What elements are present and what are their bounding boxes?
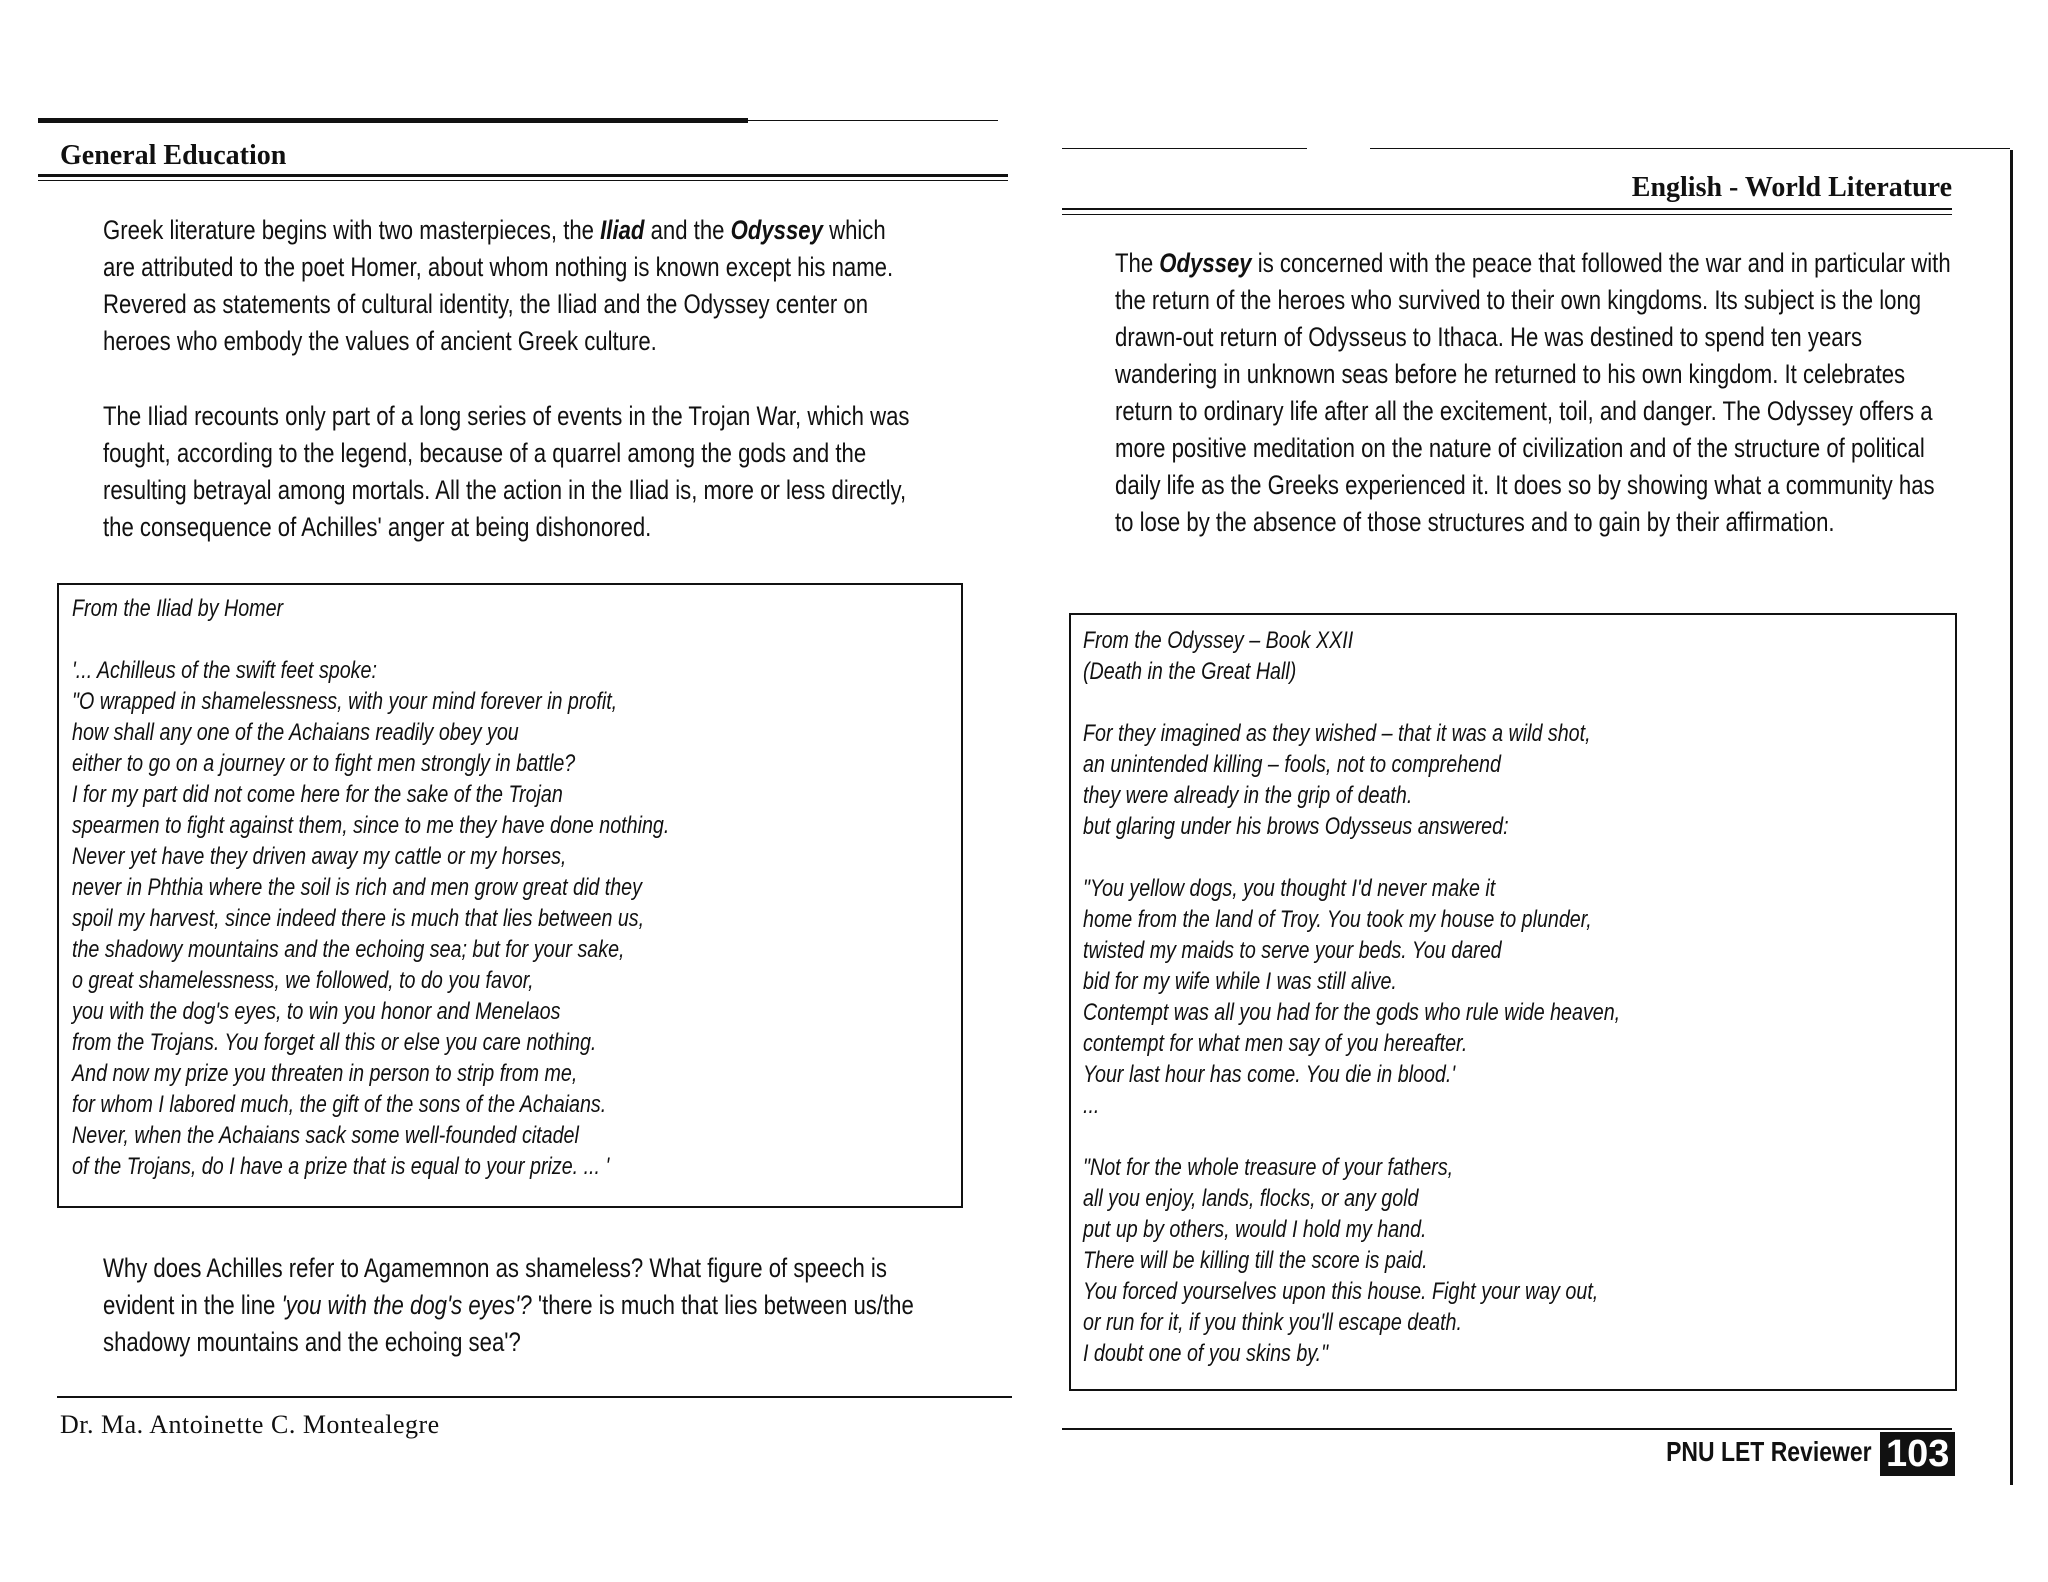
odyssey-excerpt <box>1083 625 1620 1369</box>
header-rule-right-thin <box>1062 214 1952 215</box>
left-page-header: General Education <box>60 140 287 171</box>
excerpt-line: for whom I labored much, the gift of the sons of the Achaians. <box>72 1091 607 1118</box>
excerpt-line: of the Trojans, do I have a prize that is equal to your prize. ... ' <box>72 1153 610 1180</box>
excerpt-line: contempt for what men say of you hereafter. <box>1083 1030 1468 1057</box>
page-number: 103 <box>1880 1432 1955 1476</box>
right-page-header: English - World Literature <box>1631 172 1952 203</box>
iliad-excerpt-title: From the Iliad by Homer <box>72 595 284 622</box>
excerpt-line: From the Odyssey – Book XXII <box>1083 627 1354 654</box>
header-rule-right <box>1062 208 1952 210</box>
excerpt-line: o great shamelessness, we followed, to do you favor, <box>72 967 534 994</box>
excerpt-line: from the Trojans. You forget all this or else you care nothing. <box>72 1029 597 1056</box>
excerpt-line <box>1083 842 1620 873</box>
footer-rule-right <box>1062 1428 1952 1430</box>
excerpt-line: Never yet have they driven away my cattle or my horses, <box>72 843 567 870</box>
excerpt-line: "Not for the whole treasure of your fathers, <box>1083 1154 1454 1181</box>
excerpt-line: all you enjoy, lands, flocks, or any gold <box>1083 1185 1419 1212</box>
excerpt-line: spearmen to fight against them, since to me they have done nothing. <box>72 812 670 839</box>
iliad-excerpt <box>72 593 669 1182</box>
excerpt-line: Never, when the Achaians sack some well-founded citadel <box>72 1122 579 1149</box>
text-run: 'there is much that lies between us/the shadowy mountains and the echoing sea'? <box>103 1290 914 1357</box>
excerpt-line: "O wrapped in shamelessness, with your mind forever in profit, <box>72 688 618 715</box>
text-run: Why does Achilles refer to Agamemnon as shameless? What figure of speech is evident in the line <box>103 1253 887 1320</box>
top-rule-left-tail <box>748 120 998 121</box>
intro-paragraph <box>103 212 923 360</box>
author-footer: Dr. Ma. Antoinette C. Montealegre <box>60 1410 440 1439</box>
excerpt-line: how shall any one of the Achaians readily obey you <box>72 719 519 746</box>
odyssey-excerpt-lines <box>1083 687 1620 1369</box>
iliad-paragraph <box>103 398 923 546</box>
top-rule-right-a <box>1062 148 1307 149</box>
text-run: 'you with the dog's eyes'? <box>281 1290 532 1320</box>
excerpt-line: ... <box>1083 1092 1100 1119</box>
excerpt-line <box>1083 1121 1620 1152</box>
text-run: Odyssey <box>730 215 823 245</box>
top-rule-right-b <box>1370 148 2010 149</box>
discussion-question <box>103 1250 923 1361</box>
right-edge-rule <box>2010 150 2013 1485</box>
excerpt-line: Your last hour has come. You die in blood.' <box>1083 1061 1456 1088</box>
excerpt-line: home from the land of Troy. You took my house to plunder, <box>1083 906 1592 933</box>
excerpt-line: but glaring under his brows Odysseus answered: <box>1083 813 1509 840</box>
header-rule-left-thin <box>38 180 1008 181</box>
excerpt-line: I doubt one of you skins by." <box>1083 1340 1329 1367</box>
odyssey-paragraph <box>1115 245 1951 541</box>
text-run: Greek literature begins with two masterpieces, the <box>103 215 601 245</box>
excerpt-line: "You yellow dogs, you thought I'd never make it <box>1083 875 1496 902</box>
text-run: which are attributed to the poet Homer, about whom nothing is known except his name. Revered as statements of cultural identity, the Iliad and the Odyssey center on heroes who embody the values of ancient Greek culture. <box>103 215 894 356</box>
excerpt-line: the shadowy mountains and the echoing sea; but for your sake, <box>72 936 625 963</box>
footer-rule-left <box>57 1396 1012 1398</box>
top-rule-left <box>38 118 748 123</box>
text-run: The <box>1115 248 1160 278</box>
excerpt-line: For they imagined as they wished – that it was a wild shot, <box>1083 720 1591 747</box>
excerpt-line: or run for it, if you think you'll escape death. <box>1083 1309 1462 1336</box>
text-run: The Iliad recounts only part of a long series of events in the Trojan War, which was fought, according to the legend, because of a quarrel among the gods and the resulting betrayal among mortals. All the action in the Iliad is, more or less directly, the consequence of Achilles' anger at being dishonored. <box>103 401 910 542</box>
text-run: is concerned with the peace that followed the war and in particular with the return of the heroes who survived to their own kingdoms. Its subject is the long drawn-out return of Odysseus to Ithaca. He was destined to spend ten years wandering in unknown seas before he returned to his own kingdom. It celebrates return to ordinary life after all the excitement, toil, and danger. The Odyssey offers a more positive meditation on the nature of civilization and of the structure of political daily life as the Greeks experienced it. It does so by showing what a community has to lose by the absence of those structures and to gain by their affirmation. <box>1115 248 1951 537</box>
excerpt-line: You forced yourselves upon this house. Fight your way out, <box>1083 1278 1599 1305</box>
reviewer-footer: PNU LET Reviewer <box>1666 1436 1872 1467</box>
excerpt-line: (Death in the Great Hall) <box>1083 658 1297 685</box>
iliad-excerpt-lines <box>72 655 669 1182</box>
excerpt-line: And now my prize you threaten in person to strip from me, <box>72 1060 578 1087</box>
excerpt-line: There will be killing till the score is paid. <box>1083 1247 1428 1274</box>
excerpt-line: put up by others, would I hold my hand. <box>1083 1216 1427 1243</box>
header-rule-left <box>38 174 1008 177</box>
excerpt-line: an unintended killing – fools, not to comprehend <box>1083 751 1501 778</box>
excerpt-line: they were already in the grip of death. <box>1083 782 1413 809</box>
text-run: and the <box>644 215 731 245</box>
excerpt-line: either to go on a journey or to fight men strongly in battle? <box>72 750 576 777</box>
excerpt-line: I for my part did not come here for the sake of the Trojan <box>72 781 563 808</box>
text-run: Odyssey <box>1159 248 1252 278</box>
excerpt-line: spoil my harvest, since indeed there is much that lies between us, <box>72 905 645 932</box>
excerpt-line: never in Phthia where the soil is rich and men grow great did they <box>72 874 642 901</box>
excerpt-line: twisted my maids to serve your beds. You dared <box>1083 937 1502 964</box>
excerpt-line: bid for my wife while I was still alive. <box>1083 968 1397 995</box>
excerpt-line: '... Achilleus of the swift feet spoke: <box>72 657 377 684</box>
excerpt-line <box>1083 687 1620 718</box>
text-run: Iliad <box>600 215 645 245</box>
excerpt-line: Contempt was all you had for the gods who rule wide heaven, <box>1083 999 1621 1026</box>
odyssey-excerpt-title <box>1083 625 1620 687</box>
excerpt-line: you with the dog's eyes, to win you honor and Menelaos <box>72 998 561 1025</box>
